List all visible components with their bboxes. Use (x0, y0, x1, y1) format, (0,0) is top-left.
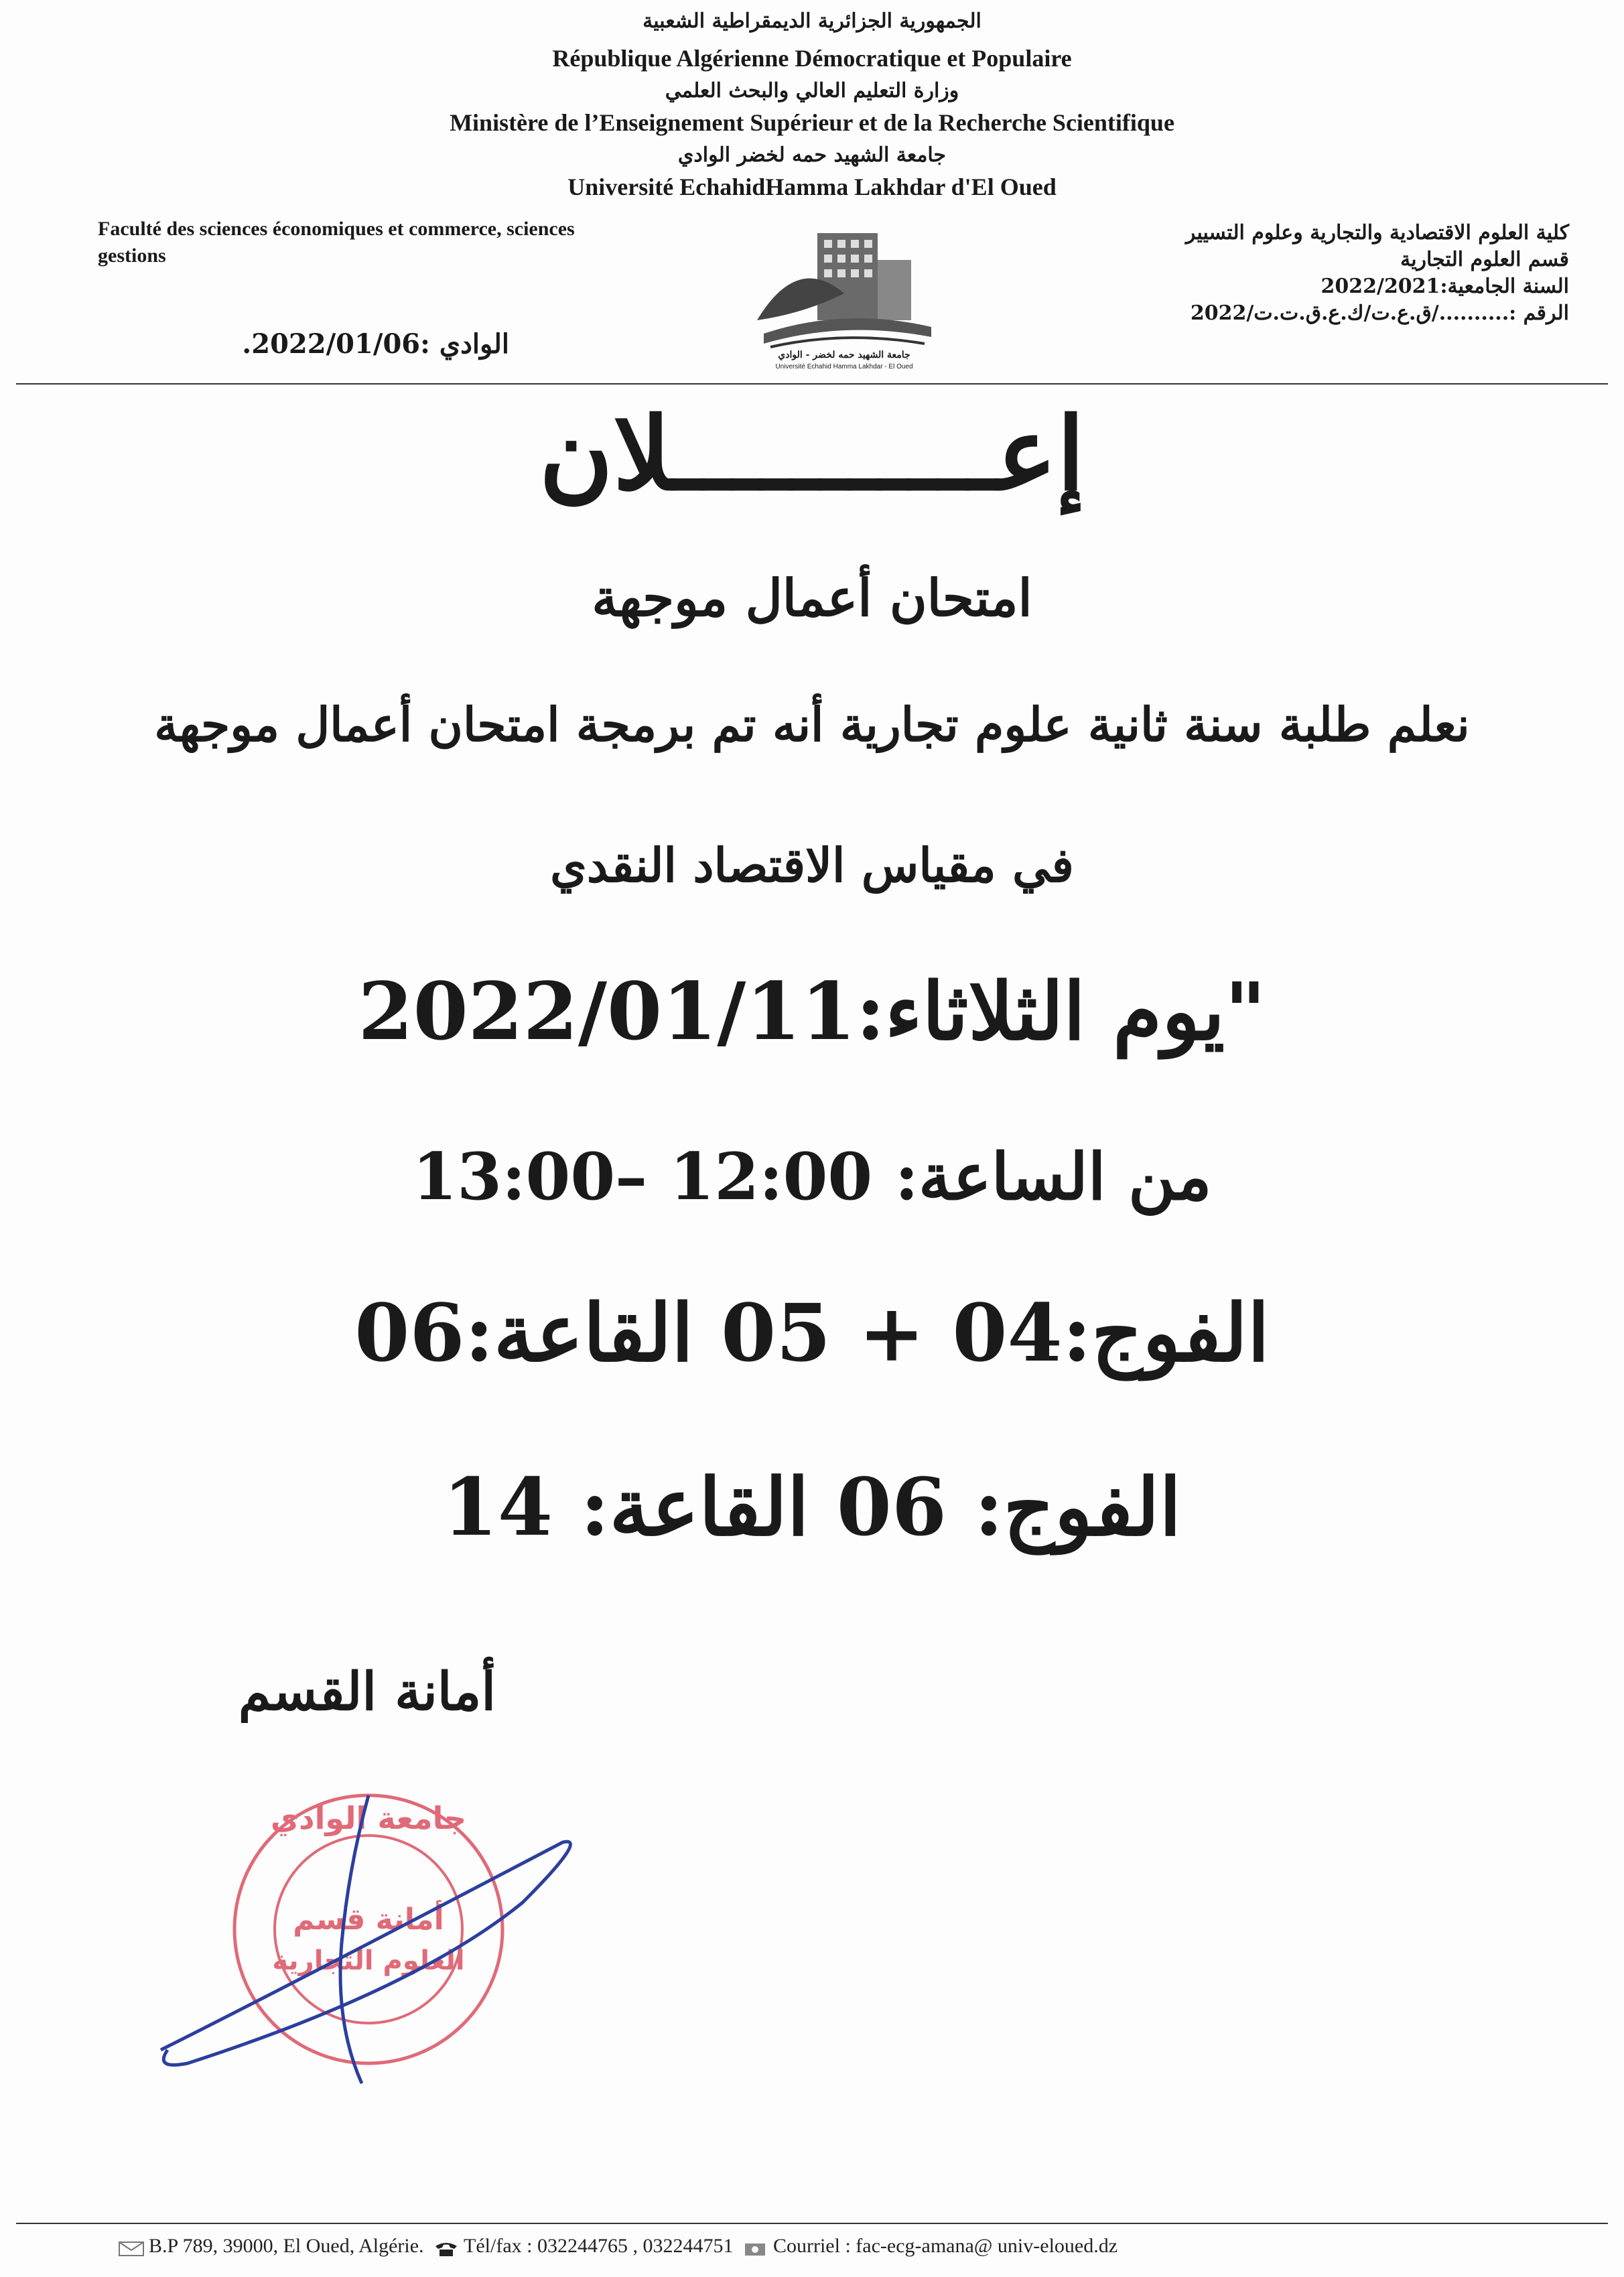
stamp-text-1: جامعة الوادي (270, 1800, 467, 1836)
announcement-paragraph: نعلم طلبة سنة ثانية علوم تجارية أنه تم برمجة امتحان أعمال موجهة (154, 697, 1470, 752)
group-line-1: الفوج:04 + 05 القاعة:06 (354, 1286, 1270, 1379)
group-line-2: الفوج: 06 القاعة: 14 (442, 1460, 1182, 1554)
date: الوادي :2022/01/06. (242, 328, 509, 360)
logo-caption-fr: Université Echahid Hamma Lakhdar - El Oued (775, 363, 913, 370)
phone-icon (433, 2239, 460, 2256)
module-line: في مقياس الاقتصاد النقدي (550, 837, 1074, 893)
university-fr: Université EchahidHamma Lakhdar d'El Oued (567, 174, 1057, 200)
department-stamp (147, 1769, 583, 2090)
footer (114, 2235, 1588, 2258)
footer-email: Courriel : fac-ecg-amana@ univ-eloued.dz (772, 2235, 1118, 2257)
faculty-fr-line2: gestions (98, 245, 166, 267)
exam-time: من الساعة: 12:00 –13:00 (412, 1139, 1212, 1215)
exam-subtitle: امتحان أعمال موجهة (592, 568, 1032, 628)
exam-day: "يوم الثلاثاء:2022/01/11 (358, 965, 1266, 1058)
footer-divider (16, 2223, 1608, 2224)
department-ar: قسم العلوم التجارية (1400, 248, 1569, 271)
header-divider (16, 383, 1608, 385)
envelope-icon (118, 2239, 145, 2256)
faculty-ar-block (966, 220, 1569, 327)
republic-ar: الجمهورية الجزائرية الديمقراطية الشعبية (642, 9, 982, 33)
email-icon (742, 2239, 769, 2256)
reference-number: الرقم :........../ق.ع.ت/ك.ع.ق.ت.ت/2022 (1190, 301, 1569, 325)
logo-caption-ar: جامعة الشهيد حمه لخضر - الوادي (778, 350, 910, 360)
ministry-fr: Ministère de l’Enseignement Supérieur et de la Recherche Scientifique (450, 109, 1174, 136)
stamp-text-2: أمانة قسم (293, 1903, 444, 1937)
republic-fr: République Algérienne Démocratique et Populaire (552, 45, 1072, 72)
faculty-fr (98, 216, 741, 269)
faculty-fr-line1: Faculté des sciences économiques et commerce, sciences (98, 218, 575, 240)
academic-year: السنة الجامعية:2022/2021 (1321, 275, 1569, 298)
ministry-ar: وزارة التعليم العالي والبحث العلمي (665, 79, 959, 102)
footer-phone: Tél/fax : 032244765 , 032244751 (464, 2235, 734, 2257)
university-ar: جامعة الشهيد حمه لخضر الوادي (677, 143, 947, 167)
announcement-title: إعـــــــــــلان (539, 395, 1085, 513)
faculty-ar: كلية العلوم الاقتصادية والتجارية وعلوم التسيير (1185, 221, 1569, 245)
signature-label: أمانة القسم (238, 1661, 496, 1722)
stamp-text-3: العلوم التجارية (272, 1945, 465, 1976)
footer-address: B.P 789, 39000, El Oued, Algérie. (149, 2235, 424, 2257)
